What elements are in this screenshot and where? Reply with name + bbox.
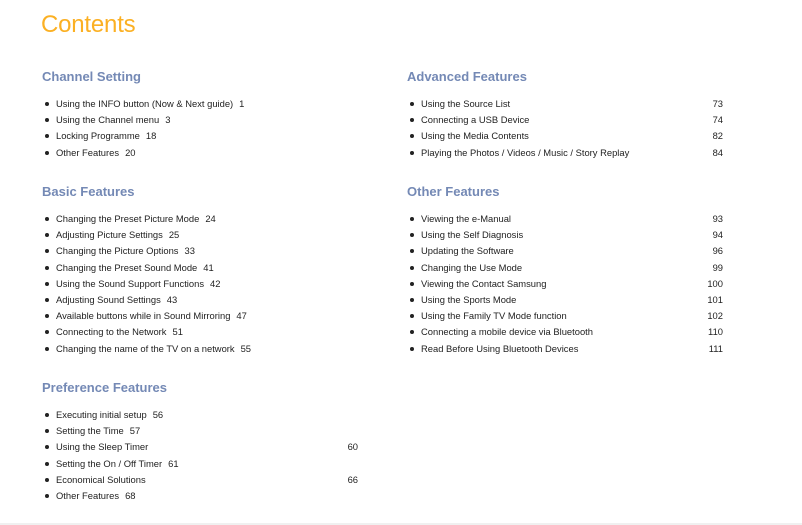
page-number: 99 xyxy=(712,261,723,273)
toc-entry[interactable] xyxy=(42,211,251,227)
page-number: 51 xyxy=(172,326,183,338)
entry-label: Viewing the Contact Samsung xyxy=(421,277,547,289)
toc-entry[interactable] xyxy=(407,227,727,243)
toc-entry[interactable] xyxy=(42,439,362,455)
entry-label: Changing the name of the TV on a network xyxy=(56,342,235,354)
bullet-icon xyxy=(45,282,49,286)
toc-entry[interactable] xyxy=(42,308,251,324)
page-number: 18 xyxy=(145,130,157,142)
page-number: 102 xyxy=(707,310,723,322)
toc-entry[interactable] xyxy=(42,260,251,276)
page-number: 94 xyxy=(712,229,723,241)
entry-label: Using the Media Contents xyxy=(421,130,529,142)
section-heading: Preference Features xyxy=(42,380,168,395)
page-number: 110 xyxy=(708,326,723,338)
page-number: 96 xyxy=(712,245,723,257)
section-advanced-features xyxy=(407,69,727,158)
toc-entry[interactable] xyxy=(42,292,251,308)
page-number: 68 xyxy=(125,489,136,501)
entry-label: Locking Programme xyxy=(56,130,140,142)
toc-list xyxy=(42,96,244,161)
toc-list xyxy=(407,211,727,357)
bullet-icon xyxy=(45,429,49,433)
toc-entry[interactable] xyxy=(42,276,251,292)
page-number: 57 xyxy=(129,425,141,437)
entry-label: Other Features xyxy=(56,489,120,501)
toc-entry[interactable] xyxy=(407,211,727,227)
bullet-icon xyxy=(45,249,49,253)
entry-label: Updating the Software xyxy=(421,245,514,257)
toc-list xyxy=(42,211,251,357)
page-number: 24 xyxy=(205,213,216,224)
toc-entry[interactable] xyxy=(407,96,727,112)
page-number: 61 xyxy=(168,457,179,469)
toc-entry[interactable] xyxy=(42,145,244,161)
toc-entry[interactable] xyxy=(42,341,251,357)
entry-label: Using the Self Diagnosis xyxy=(421,229,524,241)
bullet-icon xyxy=(45,413,49,417)
toc-entry[interactable] xyxy=(407,128,727,144)
page-number: 47 xyxy=(236,310,247,322)
page-number: 100 xyxy=(707,277,723,289)
section-heading: Basic Features xyxy=(42,184,135,199)
toc-entry[interactable] xyxy=(42,227,251,243)
entry-label: Changing the Preset Picture Mode xyxy=(56,213,200,224)
toc-entry[interactable] xyxy=(42,128,244,144)
entry-label: Executing initial setup xyxy=(56,409,147,420)
toc-entry[interactable] xyxy=(42,423,362,439)
page-number: 73 xyxy=(712,98,723,109)
toc-entry[interactable] xyxy=(407,308,727,324)
entry-label: Setting the Time xyxy=(56,425,124,437)
page-number: 3 xyxy=(165,114,171,126)
entry-label: Using the Channel menu xyxy=(56,114,160,126)
entry-label: Using the Sound Support Functions xyxy=(56,277,205,289)
entry-label: Using the Family TV Mode function xyxy=(421,310,567,322)
toc-entry[interactable] xyxy=(407,341,727,357)
entry-label: Playing the Photos / Videos / Music / Story Replay xyxy=(421,146,630,158)
page-number: 1 xyxy=(239,98,245,109)
page-number: 60 xyxy=(347,441,358,453)
bullet-icon xyxy=(45,118,49,122)
page-number: 55 xyxy=(240,342,252,354)
bullet-icon xyxy=(45,151,49,155)
page-number: 84 xyxy=(712,146,723,158)
toc-entry[interactable] xyxy=(42,243,251,259)
page-number: 42 xyxy=(210,277,221,289)
toc-list xyxy=(42,407,362,504)
page-title: Contents xyxy=(41,11,136,38)
page-number: 41 xyxy=(203,261,214,273)
entry-label: Using the INFO button (Now & Next guide) xyxy=(56,98,234,109)
bullet-icon xyxy=(45,217,49,221)
bullet-icon xyxy=(45,233,49,237)
section-preference-features xyxy=(42,380,362,501)
entry-label: Adjusting Picture Settings xyxy=(56,229,163,241)
entry-label: Connecting a USB Device xyxy=(421,114,530,126)
bullet-icon xyxy=(45,134,49,138)
page-number: 33 xyxy=(184,245,195,257)
bullet-icon xyxy=(45,298,49,302)
entry-label: Other Features xyxy=(56,146,120,158)
page-number: 93 xyxy=(712,213,723,224)
page-number: 74 xyxy=(712,114,723,126)
entry-label: Adjusting Sound Settings xyxy=(56,293,161,305)
entry-label: Using the Sleep Timer xyxy=(56,441,149,453)
bullet-icon xyxy=(45,330,49,334)
toc-entry[interactable] xyxy=(42,488,362,504)
toc-entry[interactable] xyxy=(407,260,727,276)
toc-entry[interactable] xyxy=(42,112,244,128)
page-number: 25 xyxy=(168,229,180,241)
toc-entry[interactable] xyxy=(42,456,362,472)
section-other-features xyxy=(407,184,727,354)
section-channel-setting xyxy=(42,69,362,158)
toc-list xyxy=(407,96,727,161)
section-heading: Channel Setting xyxy=(42,69,141,84)
bullet-icon xyxy=(45,462,49,466)
entry-label: Using the Source List xyxy=(421,98,511,109)
entry-label: Viewing the e-Manual xyxy=(421,213,511,224)
page-number: 82 xyxy=(712,130,723,142)
bullet-icon xyxy=(45,266,49,270)
toc-entry[interactable] xyxy=(42,96,244,112)
bullet-icon xyxy=(45,347,49,351)
page-number: 20 xyxy=(125,146,136,158)
entry-label: Changing the Preset Sound Mode xyxy=(56,261,198,273)
page-number: 43 xyxy=(166,293,178,305)
bullet-icon xyxy=(45,314,49,318)
toc-entry[interactable] xyxy=(407,145,727,161)
toc-entry[interactable] xyxy=(407,243,727,259)
toc-entry[interactable] xyxy=(42,472,362,488)
entry-label: Connecting to the Network xyxy=(56,326,167,338)
bullet-icon xyxy=(45,102,49,106)
page-number: 56 xyxy=(152,409,164,420)
page-number: 66 xyxy=(347,473,358,485)
toc-entry[interactable] xyxy=(407,112,727,128)
section-heading: Other Features xyxy=(407,184,500,199)
entry-label: Read Before Using Bluetooth Devices xyxy=(421,342,579,354)
entry-label: Using the Sports Mode xyxy=(421,293,517,305)
page-number: 101 xyxy=(707,293,723,305)
entry-label: Available buttons while in Sound Mirroring xyxy=(56,310,231,322)
toc-entry[interactable] xyxy=(42,407,362,423)
toc-entry[interactable] xyxy=(407,276,727,292)
toc-entry[interactable] xyxy=(407,292,727,308)
toc-entry[interactable] xyxy=(42,324,251,340)
toc-entry[interactable] xyxy=(407,324,727,340)
section-basic-features xyxy=(42,184,362,354)
entry-label: Changing the Picture Options xyxy=(56,245,179,257)
entry-label: Connecting a mobile device via Bluetooth xyxy=(421,326,593,338)
section-heading: Advanced Features xyxy=(407,69,527,84)
entry-label: Economical Solutions xyxy=(56,473,146,485)
bullet-icon xyxy=(45,494,49,498)
page-number: 111 xyxy=(708,342,723,354)
entry-label: Changing the Use Mode xyxy=(421,261,523,273)
entry-label: Setting the On / Off Timer xyxy=(56,457,163,469)
